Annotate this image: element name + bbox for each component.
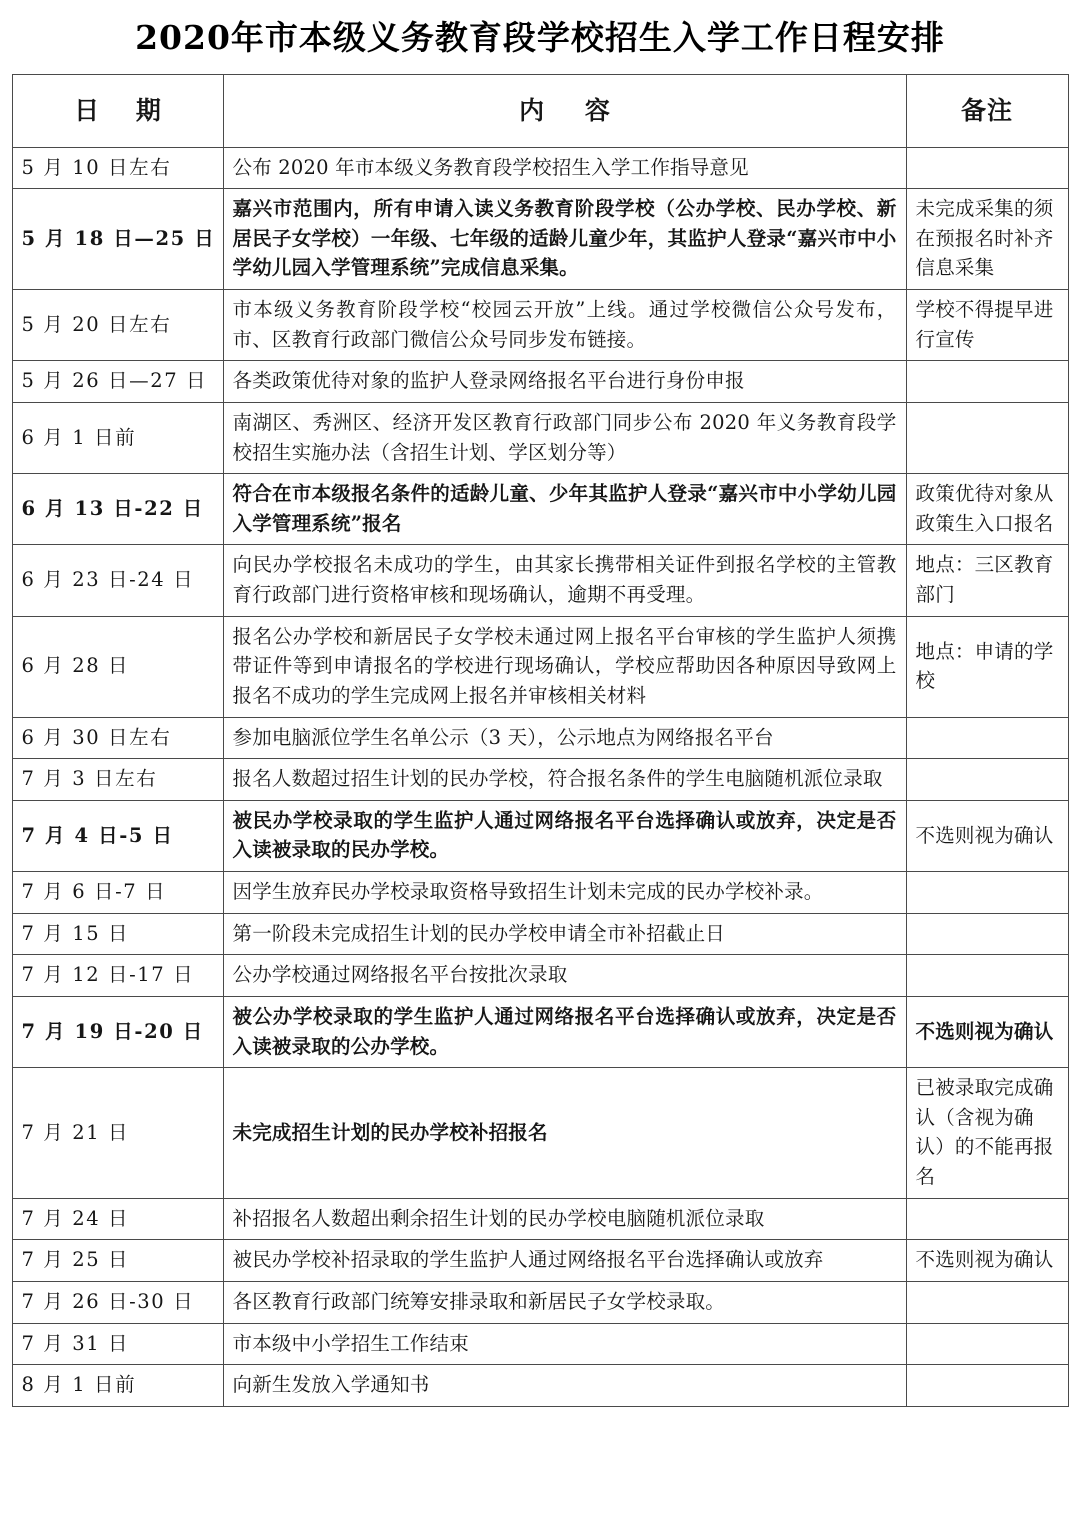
cell-remark <box>906 1323 1068 1365</box>
column-header-date: 日 期 <box>12 74 223 147</box>
cell-date: 5 月 20 日左右 <box>12 290 223 361</box>
cell-content: 嘉兴市范围内，所有申请入读义务教育阶段学校（公办学校、民办学校、新居民子女学校）一年级、七年级的适龄儿童少年，其监护人登录“嘉兴市中小学幼儿园入学管理系统”完成信息采集。 <box>223 189 906 290</box>
table-row <box>12 717 1068 759</box>
cell-date: 7 月 12 日-17 日 <box>12 955 223 997</box>
cell-date: 7 月 21 日 <box>12 1068 223 1199</box>
cell-date: 6 月 1 日前 <box>12 402 223 473</box>
enrollment-schedule-table <box>12 74 1069 1407</box>
cell-remark <box>906 1281 1068 1323</box>
cell-remark: 地点：三区教育部门 <box>906 545 1068 616</box>
column-header-content: 内 容 <box>223 74 906 147</box>
cell-remark: 不选则视为确认 <box>906 996 1068 1067</box>
cell-remark <box>906 913 1068 955</box>
table-row <box>12 189 1068 290</box>
table-row <box>12 996 1068 1067</box>
cell-content: 未完成招生计划的民办学校补招报名 <box>223 1068 906 1199</box>
cell-remark: 不选则视为确认 <box>906 800 1068 871</box>
cell-content: 参加电脑派位学生名单公示（3 天），公示地点为网络报名平台 <box>223 717 906 759</box>
cell-remark <box>906 955 1068 997</box>
cell-content: 市本级中小学招生工作结束 <box>223 1323 906 1365</box>
cell-content: 符合在市本级报名条件的适龄儿童、少年其监护人登录“嘉兴市中小学幼儿园入学管理系统”报名 <box>223 474 906 545</box>
cell-date: 5 月 10 日左右 <box>12 147 223 189</box>
table-row <box>12 913 1068 955</box>
cell-content: 被民办学校录取的学生监护人通过网络报名平台选择确认或放弃，决定是否入读被录取的民办学校。 <box>223 800 906 871</box>
table-header-row <box>12 74 1068 147</box>
cell-content: 报名人数超过招生计划的民办学校，符合报名条件的学生电脑随机派位录取 <box>223 759 906 801</box>
cell-content: 向民办学校报名未成功的学生，由其家长携带相关证件到报名学校的主管教育行政部门进行资格审核和现场确认，逾期不再受理。 <box>223 545 906 616</box>
table-row <box>12 545 1068 616</box>
table-row <box>12 1281 1068 1323</box>
cell-content: 向新生发放入学通知书 <box>223 1365 906 1407</box>
cell-remark <box>906 717 1068 759</box>
cell-date: 7 月 3 日左右 <box>12 759 223 801</box>
cell-remark <box>906 402 1068 473</box>
table-row <box>12 1365 1068 1407</box>
cell-remark: 地点：申请的学校 <box>906 616 1068 717</box>
cell-content: 南湖区、秀洲区、经济开发区教育行政部门同步公布 2020 年义务教育段学校招生实施办法（含招生计划、学区划分等） <box>223 402 906 473</box>
table-header <box>12 74 1068 147</box>
cell-content: 报名公办学校和新居民子女学校未通过网上报名平台审核的学生监护人须携带证件等到申请报名的学校进行现场确认，学校应帮助因各种原因导致网上报名不成功的学生完成网上报名并审核相关材料 <box>223 616 906 717</box>
cell-remark <box>906 361 1068 403</box>
table-row <box>12 147 1068 189</box>
cell-date: 6 月 28 日 <box>12 616 223 717</box>
cell-content: 第一阶段未完成招生计划的民办学校申请全市补招截止日 <box>223 913 906 955</box>
table-row <box>12 290 1068 361</box>
cell-content: 各类政策优待对象的监护人登录网络报名平台进行身份申报 <box>223 361 906 403</box>
table-row <box>12 955 1068 997</box>
cell-content: 市本级义务教育阶段学校“校园云开放”上线。通过学校微信公众号发布，市、区教育行政部门微信公众号同步发布链接。 <box>223 290 906 361</box>
column-header-remark: 备注 <box>906 74 1068 147</box>
cell-date: 7 月 31 日 <box>12 1323 223 1365</box>
cell-date: 6 月 13 日-22 日 <box>12 474 223 545</box>
cell-date: 7 月 25 日 <box>12 1240 223 1282</box>
cell-date: 6 月 23 日-24 日 <box>12 545 223 616</box>
cell-date: 5 月 26 日—27 日 <box>12 361 223 403</box>
cell-content: 补招报名人数超出剩余招生计划的民办学校电脑随机派位录取 <box>223 1198 906 1240</box>
table-row <box>12 1240 1068 1282</box>
table-row <box>12 800 1068 871</box>
cell-content: 各区教育行政部门统筹安排录取和新居民子女学校录取。 <box>223 1281 906 1323</box>
cell-remark <box>906 147 1068 189</box>
cell-content: 被公办学校录取的学生监护人通过网络报名平台选择确认或放弃，决定是否入读被录取的公办学校。 <box>223 996 906 1067</box>
cell-date: 6 月 30 日左右 <box>12 717 223 759</box>
page-title: 2020年市本级义务教育段学校招生入学工作日程安排 <box>135 18 945 57</box>
table-row <box>12 872 1068 914</box>
table-row <box>12 616 1068 717</box>
table-row <box>12 361 1068 403</box>
cell-remark <box>906 1365 1068 1407</box>
cell-date: 7 月 26 日-30 日 <box>12 1281 223 1323</box>
cell-date: 7 月 24 日 <box>12 1198 223 1240</box>
cell-remark: 学校不得提早进行宣传 <box>906 290 1068 361</box>
table-row <box>12 759 1068 801</box>
cell-remark: 未完成采集的须在预报名时补齐信息采集 <box>906 189 1068 290</box>
cell-remark <box>906 1198 1068 1240</box>
cell-date: 7 月 4 日-5 日 <box>12 800 223 871</box>
cell-date: 5 月 18 日—25 日 <box>12 189 223 290</box>
cell-content: 被民办学校补招录取的学生监护人通过网络报名平台选择确认或放弃 <box>223 1240 906 1282</box>
cell-date: 8 月 1 日前 <box>12 1365 223 1407</box>
cell-remark <box>906 759 1068 801</box>
cell-content: 因学生放弃民办学校录取资格导致招生计划未完成的民办学校补录。 <box>223 872 906 914</box>
table-row <box>12 1198 1068 1240</box>
cell-content: 公办学校通过网络报名平台按批次录取 <box>223 955 906 997</box>
cell-content: 公布 2020 年市本级义务教育段学校招生入学工作指导意见 <box>223 147 906 189</box>
table-row <box>12 1068 1068 1199</box>
cell-date: 7 月 6 日-7 日 <box>12 872 223 914</box>
cell-date: 7 月 15 日 <box>12 913 223 955</box>
table-row <box>12 474 1068 545</box>
table-row <box>12 1323 1068 1365</box>
cell-remark: 政策优待对象从政策生入口报名 <box>906 474 1068 545</box>
table-row <box>12 402 1068 473</box>
cell-remark: 不选则视为确认 <box>906 1240 1068 1282</box>
table-body <box>12 147 1068 1406</box>
cell-remark: 已被录取完成确认（含视为确认）的不能再报名 <box>906 1068 1068 1199</box>
cell-remark <box>906 872 1068 914</box>
cell-date: 7 月 19 日-20 日 <box>12 996 223 1067</box>
